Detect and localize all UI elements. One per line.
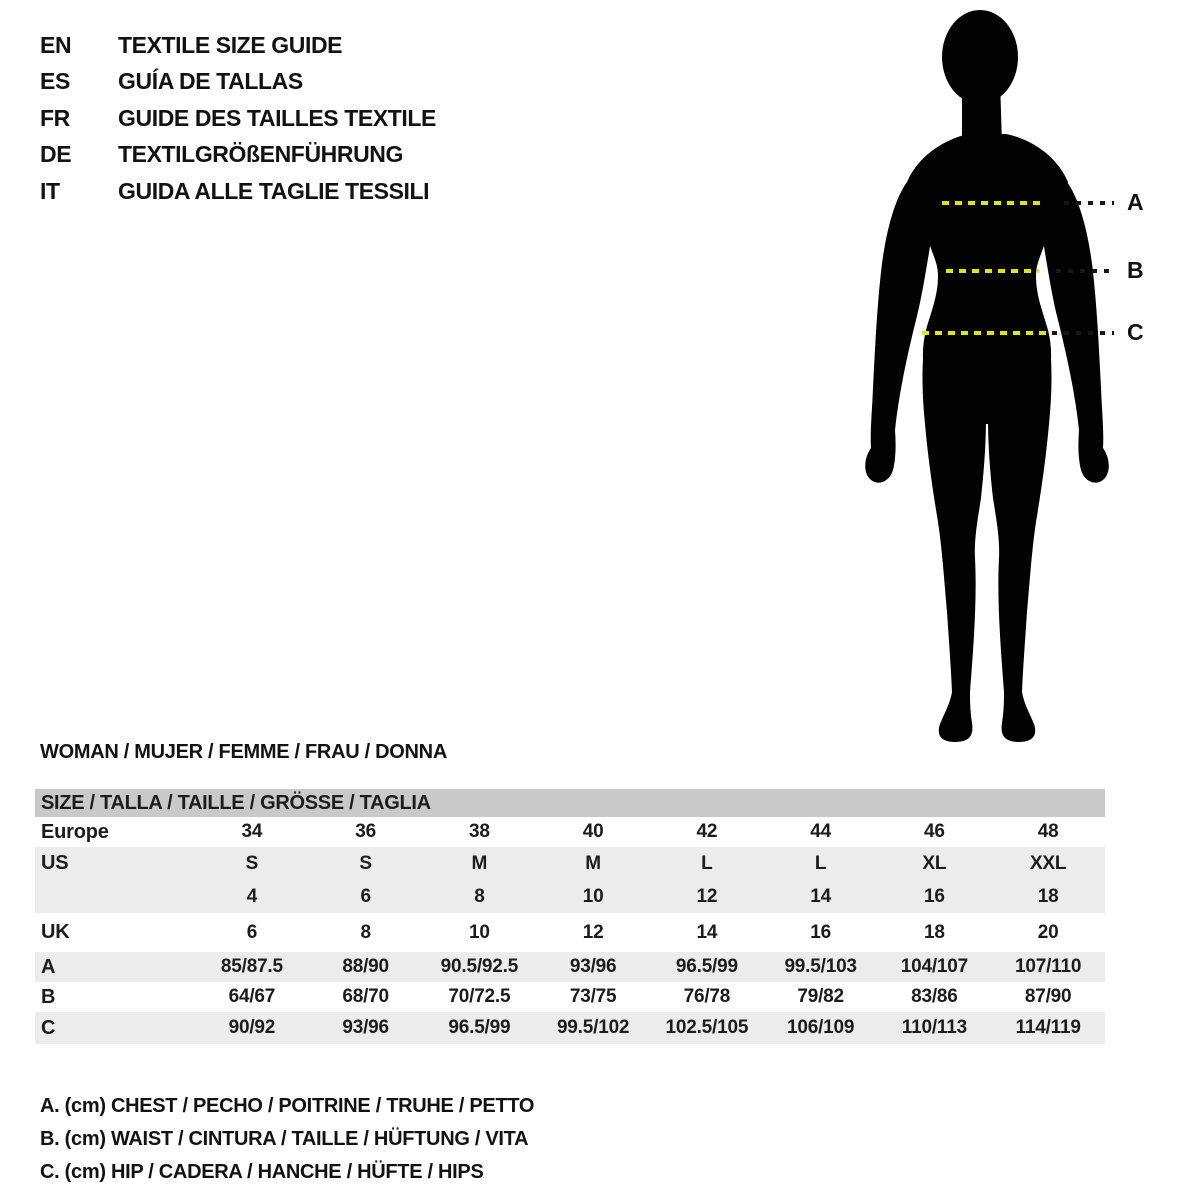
table-row (35, 880, 1105, 913)
table-cell: 85/87.5 (220, 956, 283, 977)
table-row (35, 982, 1105, 1012)
language-code: EN (40, 31, 72, 58)
language-row-en (40, 27, 436, 64)
table-cell: 12 (696, 885, 718, 907)
table-cell: 93/96 (342, 1017, 389, 1038)
language-code: FR (40, 104, 70, 131)
woman-silhouette-image (850, 0, 1150, 750)
table-cell: L (701, 852, 713, 874)
table-cell: 16 (810, 921, 831, 943)
measurement-legend (40, 1090, 534, 1189)
hip-connector-line (1052, 331, 1114, 335)
table-cell: 42 (696, 821, 718, 842)
table-cell: 48 (1037, 821, 1059, 842)
marker-label-a: A (1127, 189, 1144, 215)
table-row (35, 913, 1105, 952)
table-cell: 87/90 (1024, 986, 1072, 1007)
table-cell: 90/92 (228, 1017, 276, 1038)
table-cell: 18 (1037, 885, 1059, 907)
marker-label-b: B (1127, 257, 1144, 283)
table-cell: 110/113 (901, 1017, 967, 1038)
table-cell: XXL (1029, 852, 1067, 874)
table-cell: 96.5/99 (448, 1017, 511, 1038)
table-cell: 107/110 (1015, 956, 1082, 977)
table-cell: 6 (360, 885, 371, 907)
table-cell: S (359, 852, 372, 874)
legend-hip: C. (cm) HIP / CADERA / HANCHE / HÜFTE / HIPS (40, 1161, 484, 1183)
table-cell: 14 (810, 885, 831, 907)
table-cell: 36 (355, 821, 376, 842)
legend-chest: A. (cm) CHEST / PECHO / POITRINE / TRUHE / PETTO (40, 1095, 535, 1117)
hip-measure-line (922, 331, 1048, 335)
table-cell: 34 (241, 821, 263, 842)
language-row-it (40, 173, 436, 210)
table-row (35, 847, 1105, 880)
table-cell: 38 (469, 821, 490, 842)
table-cell: 99.5/102 (556, 1017, 630, 1038)
language-code: IT (40, 177, 60, 204)
chest-connector-line (1064, 201, 1114, 205)
language-row-es (40, 64, 436, 101)
table-cell: L (814, 852, 827, 874)
table-row (35, 1012, 1105, 1044)
table-cell: 73/75 (569, 986, 617, 1007)
language-title: TEXTILGRÖßENFÜHRUNG (118, 141, 403, 168)
language-title: GUÍA DE TALLAS (118, 68, 303, 95)
table-cell: 104/107 (900, 956, 969, 977)
table-cell: 8 (474, 885, 485, 907)
chest-measure-line (942, 201, 1042, 205)
table-row (35, 952, 1105, 982)
row-label: UK (41, 921, 70, 943)
waist-measure-line (946, 269, 1039, 273)
table-cell: 96.5/99 (675, 956, 738, 977)
table-cell: 68/70 (342, 986, 389, 1007)
table-cell: 76/78 (683, 986, 731, 1007)
language-row-fr (40, 100, 436, 137)
table-cell: 4 (246, 885, 258, 907)
waist-connector-line (1056, 269, 1114, 273)
table-cell: 102.5/105 (665, 1017, 749, 1038)
size-table-body (35, 817, 1105, 1044)
table-cell: 70/72.5 (448, 986, 511, 1007)
table-cell: 79/82 (797, 986, 844, 1007)
table-cell: S (245, 852, 259, 874)
gender-title: WOMAN / MUJER / FEMME / FRAU / DONNA (40, 741, 447, 763)
table-cell: 18 (924, 921, 945, 943)
language-code: ES (40, 68, 70, 95)
row-label: C (41, 1016, 56, 1039)
marker-label-c: C (1127, 319, 1144, 345)
size-table-header: SIZE / TALLA / TAILLE / GRÖSSE / TAGLIA (35, 789, 1105, 817)
table-cell: 10 (469, 921, 490, 943)
language-code: DE (40, 141, 72, 168)
table-cell: 106/109 (786, 1017, 855, 1038)
table-cell: 10 (582, 885, 604, 907)
table-cell: XL (922, 852, 947, 874)
table-cell: 8 (360, 921, 371, 943)
language-title-list (40, 27, 436, 210)
table-cell: 40 (582, 821, 604, 842)
language-title: TEXTILE SIZE GUIDE (118, 31, 343, 58)
language-row-de (40, 137, 436, 174)
row-label: B (41, 985, 56, 1008)
row-label: US (41, 852, 69, 874)
table-cell: M (585, 852, 601, 874)
table-cell: 90.5/92.5 (440, 956, 519, 977)
table-cell: 12 (582, 921, 604, 943)
language-title: GUIDE DES TAILLES TEXTILE (118, 104, 436, 131)
row-label: Europe (41, 820, 109, 843)
table-cell: 99.5/103 (784, 956, 857, 977)
table-cell: M (471, 852, 488, 874)
legend-waist: B. (cm) WAIST / CINTURA / TAILLE / HÜFTUNG / VITA (40, 1128, 529, 1150)
table-cell: 46 (924, 821, 945, 842)
table-cell: 83/86 (911, 986, 958, 1007)
language-title: GUIDA ALLE TAGLIE TESSILI (118, 177, 430, 204)
table-cell: 16 (924, 885, 945, 907)
table-cell: 20 (1037, 921, 1059, 943)
table-row (35, 817, 1105, 847)
table-cell: 114/119 (1015, 1017, 1081, 1038)
size-table (35, 789, 1105, 1044)
table-cell: 64/67 (228, 986, 276, 1007)
table-cell: 44 (810, 821, 831, 842)
table-cell: 93/96 (569, 956, 617, 977)
row-label: A (41, 955, 56, 978)
table-cell: 14 (696, 921, 718, 943)
table-cell: 88/90 (342, 956, 389, 977)
table-cell: 6 (246, 921, 258, 943)
